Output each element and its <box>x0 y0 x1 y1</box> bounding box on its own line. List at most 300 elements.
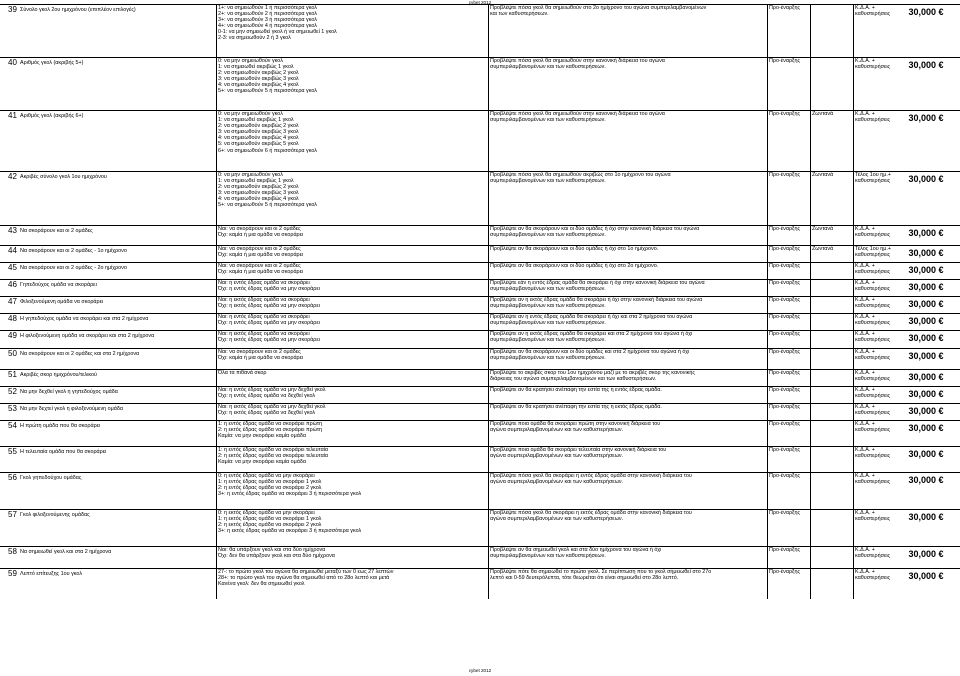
market-name: Αριθμός γκολ (ακριβής 6+) <box>20 113 84 119</box>
market-options <box>216 510 486 547</box>
option-line: Όχι: η εκτός έδρας ομάδα να μην σκοράρει <box>218 337 320 344</box>
settlement-line: Κ.Δ.Α. + <box>855 421 875 427</box>
market-number: 43 <box>8 226 17 235</box>
market-row <box>0 546 960 569</box>
description-line: συμπεριλαμβανομένων και των καθυστερήσεων. <box>490 553 606 560</box>
description-line: Προβλέψτε αν θα σκοράρουν και οι δύο ομάδες ή όχι στο 1ο ημίχρονο. <box>490 246 659 252</box>
option-line: 4: να σημειωθούν ακριβώς 4 γκολ <box>218 82 299 89</box>
live-label <box>810 58 854 111</box>
settlement-period <box>853 370 897 387</box>
market-description <box>488 404 769 421</box>
description-line: αγώνα συμπεριλαμβανομένων και των καθυστερήσεων. <box>490 427 624 434</box>
settlement-line: Κ.Δ.Α. + <box>855 387 875 393</box>
euro-icon: € <box>936 265 944 275</box>
description-line: Προβλέψτε πόσα γκολ θα σημειωθούν στο 2ο ημίχρονο του αγώνα συμπεριλαμβανομένων <box>490 5 707 11</box>
option-line: 1: η εντός έδρας ομάδα να σκοράρει τελευταία <box>218 447 329 453</box>
pre-match-label: Προ-έναρξης <box>767 547 811 569</box>
option-line: 0: η εντός έδρας ομάδα να μην σκοράρει <box>218 473 315 479</box>
market-options <box>216 226 486 246</box>
market-row <box>0 403 960 421</box>
description-line: Προβλέψτε πόσα γκολ θα σημειωθούν ακριβώς στο 1ο ημίχρονο του αγώνα <box>490 172 671 178</box>
market-row <box>0 262 960 280</box>
market-name: Να σκοράρουν και οι 2 ομάδες - 2ο ημίχρονο <box>20 265 127 271</box>
description-line: λεπτό και 0-59 δευτερόλεπτα, τότε θεωρείται ότι είναι σημειωθεί στο 28ο λεπτό. <box>490 575 679 582</box>
euro-icon: € <box>936 228 944 238</box>
settlement-line: καθυστερήσεις <box>855 427 891 434</box>
pre-match-label: Προ-έναρξης <box>767 349 811 370</box>
settlement-line: καθυστερήσεις <box>855 355 891 362</box>
option-line: 3: να σημειωθούν ακριβώς 3 γκολ <box>218 129 299 136</box>
settlement-period <box>853 447 897 473</box>
euro-icon: € <box>936 248 944 258</box>
max-payout-amount: 30,000 <box>908 7 936 17</box>
max-payout-amount: 30,000 <box>908 333 936 343</box>
market-options <box>216 447 486 473</box>
settlement-line: καθυστερήσεις <box>855 376 891 383</box>
pre-match-label: Προ-έναρξης <box>767 473 811 510</box>
description-line: συμπεριλαμβανομένων και των καθυστερήσεων. <box>490 117 606 124</box>
settlement-line: καθυστερήσεις <box>855 337 891 344</box>
settlement-period <box>853 404 897 421</box>
market-description <box>488 510 769 547</box>
option-line: Ναι: η εντός έδρας ομάδα να σκοράρει <box>218 314 310 320</box>
settlement-line: Κ.Δ.Α. + <box>855 510 875 516</box>
pre-match-label: Προ-έναρξης <box>767 404 811 421</box>
euro-icon: € <box>936 299 944 309</box>
market-number: 49 <box>8 331 17 340</box>
option-line: 2: η εκτός έδρας ομάδα να σκοράρει 2 γκολ <box>218 522 322 529</box>
market-number: 52 <box>8 387 17 396</box>
description-line: Προβλέψτε ποια ομάδα θα σκοράρει πρώτη στην κανονική διάρκεια του <box>490 421 661 427</box>
pre-match-label: Προ-έναρξης <box>767 58 811 111</box>
market-name: Γκολ γηπεδούχου ομάδας <box>20 475 82 481</box>
option-line: Όχι: καμία ή μια ομάδα να σκοράρει <box>218 269 304 276</box>
pre-match-label: Προ-έναρξης <box>767 297 811 314</box>
description-line: Προβλέψτε αν θα κρατήσει ανέπαφη την εστία της η εντός έδρας ομάδα. <box>490 387 662 393</box>
max-payout-amount: 30,000 <box>908 549 936 559</box>
description-line: συμπεριλαμβανομένων και των καθυστερήσεων. <box>490 286 606 293</box>
market-row <box>0 472 960 510</box>
market-name: Ακριβές σύνολο γκολ 1ου ημιχρόνου <box>20 174 107 180</box>
settlement-period <box>853 331 897 349</box>
market-row <box>0 225 960 246</box>
option-line: 5+: να σημειωθούν 5 ή περισσότερα γκολ <box>218 202 317 209</box>
market-name: Φιλοξενούμενη ομάδα να σκοράρει <box>20 299 104 305</box>
live-label <box>810 314 854 331</box>
pre-match-label: Προ-έναρξης <box>767 421 811 447</box>
settlement-line: Κ.Δ.Α. + <box>855 447 875 453</box>
option-line: Ναι: θα υπάρξουν γκολ και στα δύο ημίχρονα <box>218 547 326 553</box>
description-line: συμπεριλαμβανομένων και των καθυστερήσεων. <box>490 232 606 239</box>
option-line: 1: η εντός έδρας ομάδα να σκοράρει 1 γκολ <box>218 479 322 486</box>
settlement-line: Τέλος 1ου ημ.+ <box>855 246 892 252</box>
market-description <box>488 447 769 473</box>
market-row <box>0 369 960 387</box>
option-line: 27-: το πρώτο γκολ του αγώνα θα σημειωθεί μεταξύ των 0 εως 27 λεπτών <box>218 569 394 575</box>
settlement-line: καθυστερήσεις <box>855 178 891 185</box>
pre-match-label: Προ-έναρξης <box>767 280 811 297</box>
description-line: διάρκειας του αγώνα συμπεριλαμβανομένων και των καθυστερήσεων. <box>490 376 657 383</box>
option-line: 2+: να σημειωθούν 2 ή περισσότερα γκολ <box>218 11 317 18</box>
market-name: Να σημειωθεί γκολ και στα 2 ημίχρονα <box>20 549 112 555</box>
market-description <box>488 5 769 58</box>
market-row <box>0 279 960 297</box>
max-payout-amount: 30,000 <box>908 475 936 485</box>
settlement-line: καθυστερήσεις <box>855 516 891 523</box>
pre-match-label: Προ-έναρξης <box>767 370 811 387</box>
option-line: 3+: η εντός έδρας ομάδα να σκοράρει 3 ή περισσότερα γκολ <box>218 491 362 498</box>
market-options <box>216 263 486 280</box>
option-line: 2: να σημειωθούν ακριβώς 2 γκολ <box>218 70 299 77</box>
market-description <box>488 370 769 387</box>
pre-match-label: Προ-έναρξης <box>767 569 811 599</box>
settlement-period <box>853 5 897 58</box>
settlement-line: Κ.Δ.Α. + <box>855 111 875 117</box>
description-line: Προβλέψτε ποια ομάδα θα σκοράρει τελευταία στην κανονική διάρκεια του <box>490 447 667 453</box>
max-payout-amount: 30,000 <box>908 372 936 382</box>
option-line: Όχι: καμία ή μια ομάδα να σκοράρει <box>218 232 304 239</box>
description-line: Προβλέψτε αν θα σκοράρουν και οι δύο ομάδες ή όχι στην κανονική διάρκεια του αγώνα <box>490 226 700 232</box>
euro-icon: € <box>936 7 944 17</box>
option-line: 2: η εκτός έδρας ομάδα να σκοράρει πρώτη <box>218 427 322 434</box>
market-number: 42 <box>8 172 17 181</box>
market-row <box>0 509 960 547</box>
settlement-period <box>853 349 897 370</box>
option-line: Ναι: να σκοράρουν και οι 2 ομάδες <box>218 349 301 355</box>
market-options <box>216 473 486 510</box>
max-payout-amount: 30,000 <box>908 174 936 184</box>
description-line: αγώνα συμπεριλαμβανομένων και των καθυστερήσεων. <box>490 479 624 486</box>
market-name: Να μην δεχτεί γκολ η φιλοξενούμενη ομάδα <box>20 406 123 412</box>
market-number: 53 <box>8 404 17 413</box>
live-label: Ζωντανά <box>810 172 854 226</box>
live-label <box>810 569 854 599</box>
live-label <box>810 5 854 58</box>
market-options <box>216 280 486 297</box>
market-description <box>488 58 769 111</box>
pre-match-label: Προ-έναρξης <box>767 263 811 280</box>
settlement-period <box>853 314 897 331</box>
settlement-line: Κ.Δ.Α. + <box>855 5 875 11</box>
description-line: Προβλέψτε το ακριβές σκορ του 1ου ημιχρόνου μαζί με το ακριβές σκορ της κανονικής <box>490 370 695 376</box>
market-number: 45 <box>8 263 17 272</box>
pre-match-label: Προ-έναρξης <box>767 226 811 246</box>
settlement-line: καθυστερήσεις <box>855 11 891 18</box>
market-name: Σύνολο γκολ 2ου ημιχρόνου (επιπλέον επιλογές) <box>20 7 136 13</box>
market-number: 39 <box>8 5 17 14</box>
option-line: 28+: το πρώτο γκολ του αγώνα θα σημειωθεί από το 28ο λεπτό και μετά <box>218 575 390 582</box>
settlement-period <box>853 172 897 226</box>
description-line: Προβλέψτε αν θα σκοράρουν και οι δύο ομάδες ή όχι στο 2ο ημίχρονο. <box>490 263 659 269</box>
market-number: 56 <box>8 473 17 482</box>
live-label <box>810 370 854 387</box>
settlement-period <box>853 246 897 263</box>
market-options <box>216 370 486 387</box>
option-line: Καμία: να μην σκοράρει καμία ομάδα <box>218 459 306 466</box>
settlement-line: Κ.Δ.Α. + <box>855 58 875 64</box>
live-label: Ζωντανά <box>810 246 854 263</box>
euro-icon: € <box>936 549 944 559</box>
description-line: συμπεριλαμβανομένων και των καθυστερήσεων. <box>490 355 606 362</box>
live-label: Ζωντανά <box>810 226 854 246</box>
max-payout-amount: 30,000 <box>908 449 936 459</box>
euro-icon: € <box>936 389 944 399</box>
market-row <box>0 348 960 370</box>
euro-icon: € <box>936 113 944 123</box>
max-payout-amount: 30,000 <box>908 113 936 123</box>
market-name: Αριθμός γκολ (ακριβής 5+) <box>20 60 84 66</box>
max-payout-amount: 30,000 <box>908 282 936 292</box>
market-name: Η φιλοξενούμενη ομάδα να σκοράρει και στα 2 ημίχρονα <box>20 333 155 339</box>
pre-match-label: Προ-έναρξης <box>767 510 811 547</box>
option-line: 1+: να σημειωθούν 1 ή περισσότερα γκολ <box>218 5 317 11</box>
option-line: Όχι: καμία ή μια ομάδα να σκοράρει <box>218 355 304 362</box>
max-payout <box>896 512 956 549</box>
market-row <box>0 171 960 226</box>
settlement-line: καθυστερήσεις <box>855 303 891 310</box>
market-description <box>488 297 769 314</box>
description-line: Προβλέψτε πόσα γκολ θα σημειωθούν στην κανονική διάρκεια του αγώνα <box>490 111 665 117</box>
option-line: 5+: να σημειωθούν 5 ή περισσότερα γκολ <box>218 88 317 95</box>
description-line: συμπεριλαμβανομένων και των καθυστερήσεων. <box>490 320 606 327</box>
settlement-line: καθυστερήσεις <box>855 117 891 124</box>
description-line: Προβλέψτε αν η εκτός έδρας ομάδα θα σκοράρει ή όχι στην κανονική διάρκεια του αγώνα <box>490 297 703 303</box>
market-number: 48 <box>8 314 17 323</box>
settlement-period <box>853 111 897 172</box>
description-line: Προβλέψτε πόσα γκολ θα σημειωθούν στην κανονική διάρκεια του αγώνα <box>490 58 665 64</box>
market-row <box>0 446 960 473</box>
settlement-line: καθυστερήσεις <box>855 479 891 486</box>
settlement-period <box>853 263 897 280</box>
option-line: 0-1: να μην σημειωθεί γκολ ή να σημειωθεί 1 γκολ <box>218 29 337 36</box>
market-description <box>488 280 769 297</box>
euro-icon: € <box>936 571 944 581</box>
market-row <box>0 420 960 447</box>
settlement-period <box>853 297 897 314</box>
option-line: 3+: η εκτός έδρας ομάδα να σκοράρει 3 ή περισσότερα γκολ <box>218 528 362 535</box>
description-line: Προβλέψτε αν θα σημειωθεί γκολ και στα δύο ημίχρονα του αγώνα ή όχι <box>490 547 662 553</box>
euro-icon: € <box>936 351 944 361</box>
settlement-line: καθυστερήσεις <box>855 453 891 460</box>
live-label <box>810 280 854 297</box>
option-line: Όχι: η εντός έδρας ομάδα να δεχθεί γκολ <box>218 393 316 400</box>
option-line: 4: να σημειωθούν ακριβώς 4 γκολ <box>218 196 299 203</box>
option-line: Καμία: να μην σκοράρει καμία ομάδα <box>218 433 306 440</box>
market-options <box>216 349 486 370</box>
market-number: 55 <box>8 447 17 456</box>
market-name: Ακριβές σκορ ημιχρόνου/τελικού <box>20 372 98 378</box>
market-options <box>216 246 486 263</box>
market-row <box>0 330 960 349</box>
market-description <box>488 263 769 280</box>
max-payout-amount: 30,000 <box>908 423 936 433</box>
market-options <box>216 58 486 111</box>
market-description <box>488 349 769 370</box>
page-footer: cybet 2012 <box>468 668 492 673</box>
pre-match-label: Προ-έναρξης <box>767 331 811 349</box>
description-line: Προβλέψτε αν θα σκοράρουν και οι δύο ομάδες και στα 2 ημίχρονα του αγώνα ή όχι <box>490 349 690 355</box>
market-options <box>216 569 486 599</box>
settlement-line: καθυστερήσεις <box>855 232 891 239</box>
settlement-period <box>853 473 897 510</box>
market-options <box>216 421 486 447</box>
max-payout-amount: 30,000 <box>908 389 936 399</box>
market-options <box>216 172 486 226</box>
market-name: Να μην δεχθεί γκολ η γηπεδούχος ομάδα <box>20 389 118 395</box>
max-payout-amount: 30,000 <box>908 299 936 309</box>
market-options <box>216 547 486 569</box>
max-payout-amount: 30,000 <box>908 571 936 581</box>
live-label: Ζωντανά <box>810 111 854 172</box>
description-line: Προβλέψτε πόσα γκολ θα σκοράρει η εντός έδρας ομάδα στην κανονική διάρκεια του <box>490 473 692 479</box>
euro-icon: € <box>936 423 944 433</box>
option-line: Ναι: η εντός έδρας ομάδα να μην δεχθεί γκολ <box>218 387 326 393</box>
settlement-line: Κ.Δ.Α. + <box>855 226 875 232</box>
market-number: 44 <box>8 246 17 255</box>
option-line: 1: η εκτός έδρας ομάδα να σκοράρει 1 γκολ <box>218 516 322 523</box>
market-options <box>216 297 486 314</box>
option-line: Ναι: να σκοράρουν και οι 2 ομάδες <box>218 246 301 252</box>
settlement-period <box>853 387 897 404</box>
settlement-line: Κ.Δ.Α. + <box>855 404 875 410</box>
market-number: 58 <box>8 547 17 556</box>
live-label <box>810 547 854 569</box>
live-label <box>810 349 854 370</box>
market-row <box>0 4 960 58</box>
settlement-line: Κ.Δ.Α. + <box>855 263 875 269</box>
euro-icon: € <box>936 475 944 485</box>
market-description <box>488 226 769 246</box>
option-line: Ναι: να σκοράρουν και οι 2 ομάδες <box>218 226 301 232</box>
market-description <box>488 246 769 263</box>
market-name: Γηπεδούχος ομάδα να σκοράρει <box>20 282 97 288</box>
market-description <box>488 473 769 510</box>
description-line: Προβλέψτε πότε θα σημειωθεί το πρώτο γκολ. Σε περίπτωση που το γκολ σημειωθεί στο 27ο <box>490 569 712 575</box>
market-options <box>216 404 486 421</box>
option-line: 3+: να σημειωθούν 3 ή περισσότερα γκολ <box>218 17 317 24</box>
euro-icon: € <box>936 316 944 326</box>
settlement-line: καθυστερήσεις <box>855 320 891 327</box>
max-payout-amount: 30,000 <box>908 60 936 70</box>
market-options <box>216 314 486 331</box>
settlement-period <box>853 58 897 111</box>
option-line: 1: να σημειωθεί ακριβώς 1 γκολ <box>218 178 294 185</box>
market-number: 47 <box>8 297 17 306</box>
market-name: Να σκοράρουν και οι 2 ομάδες <box>20 228 93 234</box>
pre-match-label: Προ-έναρξης <box>767 111 811 172</box>
option-line: 6+: να σημειωθούν 6 ή περισσότερα γκολ <box>218 147 317 154</box>
market-row <box>0 57 960 111</box>
settlement-line: καθυστερήσεις <box>855 575 891 582</box>
settlement-line: Κ.Δ.Α. + <box>855 314 875 320</box>
live-label <box>810 421 854 447</box>
market-row <box>0 245 960 263</box>
option-line: 2: να σημειωθούν ακριβώς 2 γκολ <box>218 184 299 191</box>
market-options <box>216 5 486 58</box>
option-line: 4: να σημειωθούν ακριβώς 4 γκολ <box>218 135 299 142</box>
max-payout <box>896 571 956 601</box>
option-line: Όχι: η εντός έδρας ομάδα να μην σκοράρει <box>218 286 320 293</box>
settlement-line: Κ.Δ.Α. + <box>855 297 875 303</box>
description-line: και των καθυστερήσεων. <box>490 11 549 18</box>
max-payout-amount: 30,000 <box>908 351 936 361</box>
description-line: Προβλέψτε πόσα γκολ θα σκοράρει η εκτός έδρας ομάδα στην κανονική διάρκεια του <box>490 510 692 516</box>
live-label <box>810 387 854 404</box>
settlement-line: καθυστερήσεις <box>855 286 891 293</box>
option-line: Όχι: η εντός έδρας ομάδα να μην σκοράρει <box>218 320 320 327</box>
market-number: 46 <box>8 280 17 289</box>
market-description <box>488 387 769 404</box>
max-payout <box>896 174 956 228</box>
settlement-period <box>853 280 897 297</box>
market-options <box>216 387 486 404</box>
option-line: Όχι: δεν θα υπάρξουν γκολ και στα δύο ημίχρονα <box>218 553 335 560</box>
market-number: 40 <box>8 58 17 67</box>
option-line: Κανένα γκολ: δεν θα σημειωθεί γκολ <box>218 581 305 588</box>
market-row <box>0 386 960 404</box>
max-payout-amount: 30,000 <box>908 512 936 522</box>
market-row <box>0 110 960 172</box>
option-line: 2-3: να σημειωθούν 2 ή 3 γκολ <box>218 35 291 42</box>
settlement-period <box>853 569 897 599</box>
description-line: Προβλέψτε αν η εντός έδρας ομάδα θα σκοράρει ή όχι και στα 2 ημίχρονα του αγώνα <box>490 314 693 320</box>
settlement-line: Κ.Δ.Α. + <box>855 569 875 575</box>
euro-icon: € <box>936 512 944 522</box>
option-line: 0: να μην σημειωθούν γκολ <box>218 172 283 178</box>
pre-match-label: Προ-έναρξης <box>767 246 811 263</box>
pre-match-label: Προ-έναρξης <box>767 5 811 58</box>
euro-icon: € <box>936 372 944 382</box>
page-header: cybet 2012 <box>468 0 492 5</box>
euro-icon: € <box>936 406 944 416</box>
option-line: Όχι: καμία ή μια ομάδα να σκοράρει <box>218 252 304 259</box>
option-line: Όχι: η εκτός έδρας ομάδα να δεχθεί γκολ <box>218 410 316 417</box>
description-line: συμπεριλαμβανομένων και των καθυστερήσεων. <box>490 337 606 344</box>
option-line: Όχι: η εκτός έδρας ομάδα να μην σκοράρει <box>218 303 320 310</box>
option-line: 0: να μην σημειωθούν γκολ <box>218 58 283 64</box>
settlement-line: καθυστερήσεις <box>855 410 891 417</box>
market-description <box>488 569 769 599</box>
option-line: 1: να σημειωθεί ακριβώς 1 γκολ <box>218 64 294 71</box>
market-description <box>488 547 769 569</box>
pre-match-label: Προ-έναρξης <box>767 447 811 473</box>
live-label <box>810 297 854 314</box>
settlement-line: Κ.Δ.Α. + <box>855 473 875 479</box>
option-line: 2: η εντός έδρας ομάδα να σκοράρει 2 γκολ <box>218 485 322 492</box>
market-name: Γκολ φιλοξενούμενης ομάδας <box>20 512 90 518</box>
settlement-line: καθυστερήσεις <box>855 269 891 276</box>
max-payout-amount: 30,000 <box>908 316 936 326</box>
settlement-line: Κ.Δ.Α. + <box>855 331 875 337</box>
description-line: συμπεριλαμβανομένων και των καθυστερήσεων. <box>490 64 606 71</box>
max-payout-amount: 30,000 <box>908 406 936 416</box>
market-options <box>216 111 486 172</box>
option-line: 4+: να σημειωθούν 4 ή περισσότερα γκολ <box>218 23 317 30</box>
market-number: 57 <box>8 510 17 519</box>
market-number: 41 <box>8 111 17 120</box>
option-line: 1: να σημειωθεί ακριβώς 1 γκολ <box>218 117 294 124</box>
market-name: Η γηπεδούχος ομάδα να σκοράρει και στα 2 ημίχρονα <box>20 316 149 322</box>
market-name: Λεπτό επίτευξης 1ου γκολ <box>20 571 83 577</box>
max-payout-amount: 30,000 <box>908 265 936 275</box>
market-row <box>0 568 960 599</box>
market-description <box>488 421 769 447</box>
option-line: Όλα τα πιθανά σκορ <box>218 370 267 376</box>
live-label <box>810 263 854 280</box>
settlement-period <box>853 421 897 447</box>
market-number: 50 <box>8 349 17 358</box>
live-label <box>810 510 854 547</box>
